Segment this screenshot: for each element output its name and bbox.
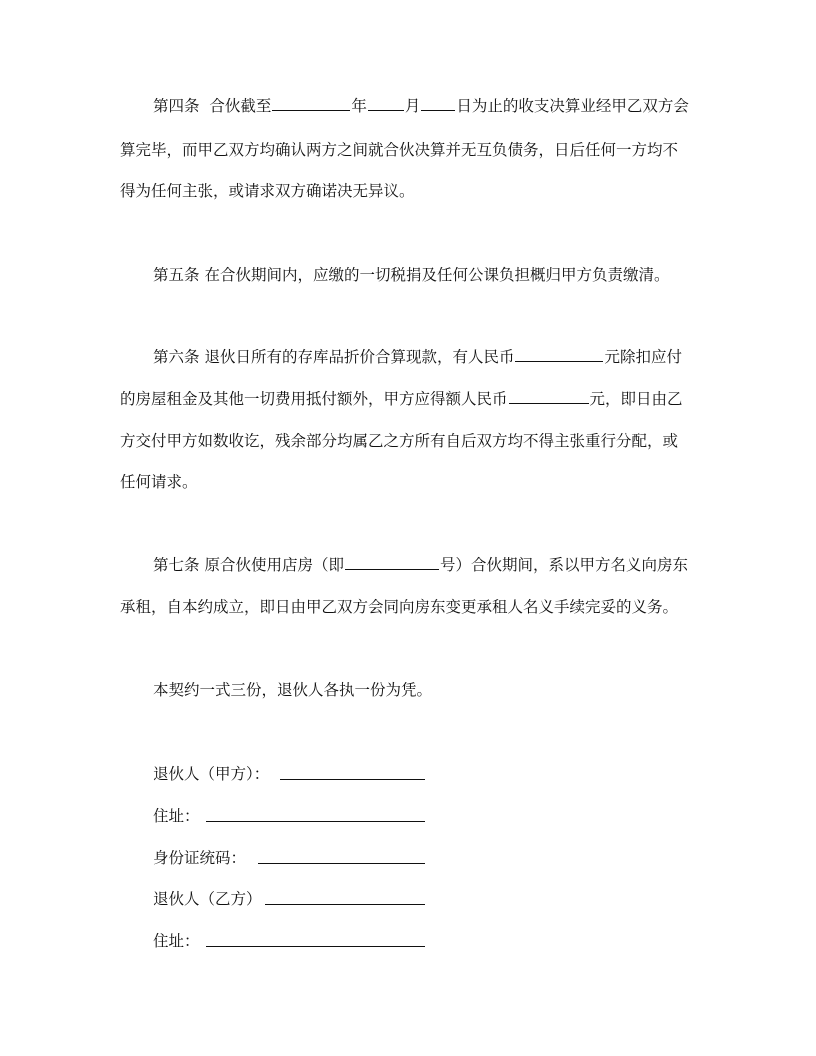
article7-line1: 第七条 原合伙使用店房（即 号）合伙期间，系以甲方名义向房东 (153, 556, 688, 574)
closing-statement: 本契约一式三份，退伙人各执一份为凭。 (153, 681, 433, 699)
party-b-signature-line (265, 904, 425, 905)
article6-line1: 第六条 退伙日所有的存库品折价合算现款，有人民币 元除扣应付 (153, 348, 682, 366)
party-a-signature-line (280, 779, 425, 780)
article7-label: 第七条 (153, 556, 200, 574)
blank-year (272, 96, 350, 111)
blank-shop-number (345, 555, 439, 570)
address-a-label: 住址： (153, 807, 200, 825)
id-code-label: 身份证统码： (153, 849, 247, 867)
article6-label: 第六条 (153, 348, 200, 366)
address-b-label: 住址： (153, 932, 200, 950)
party-b-label: 退伙人（乙方） (153, 890, 262, 908)
article4-line1: 第四条 合伙截至 年 月 日为止的收支决算业经甲乙双方会 (153, 97, 689, 115)
article5-line1: 第五条 在合伙期间内，应缴的一切税捐及任何公课负担概归甲方负责缴清。 (153, 266, 670, 284)
address-a-line (206, 821, 425, 822)
id-code-line (258, 863, 425, 864)
address-b-line (206, 946, 425, 947)
blank-amount-2 (509, 389, 589, 404)
blank-month (368, 96, 404, 111)
article6-line4: 任何请求。 (120, 473, 198, 491)
blank-day (421, 96, 455, 111)
article6-line3: 方交付甲方如数收讫，残余部分均属乙之方所有自后双方均不得主张重行分配，或 (120, 432, 679, 450)
article7-line2: 承租，自本约成立，即日由甲乙双方会同向房东变更承租人名义手续完妥的义务。 (120, 598, 679, 616)
article4-label: 第四条 (153, 97, 200, 115)
party-a-label: 退伙人（甲方）： (153, 765, 270, 783)
blank-amount-1 (515, 347, 603, 362)
article4-line3: 得为任何主张，或请求双方确诺决无异议。 (120, 182, 415, 200)
article5-label: 第五条 (153, 266, 200, 284)
article6-line2: 的房屋租金及其他一切费用抵付额外，甲方应得额人民币 元，即日由乙 (120, 390, 683, 408)
article4-line2: 算完毕，而甲乙双方均确认两方之间就合伙决算并无互负债务，日后任何一方均不 (120, 141, 679, 159)
